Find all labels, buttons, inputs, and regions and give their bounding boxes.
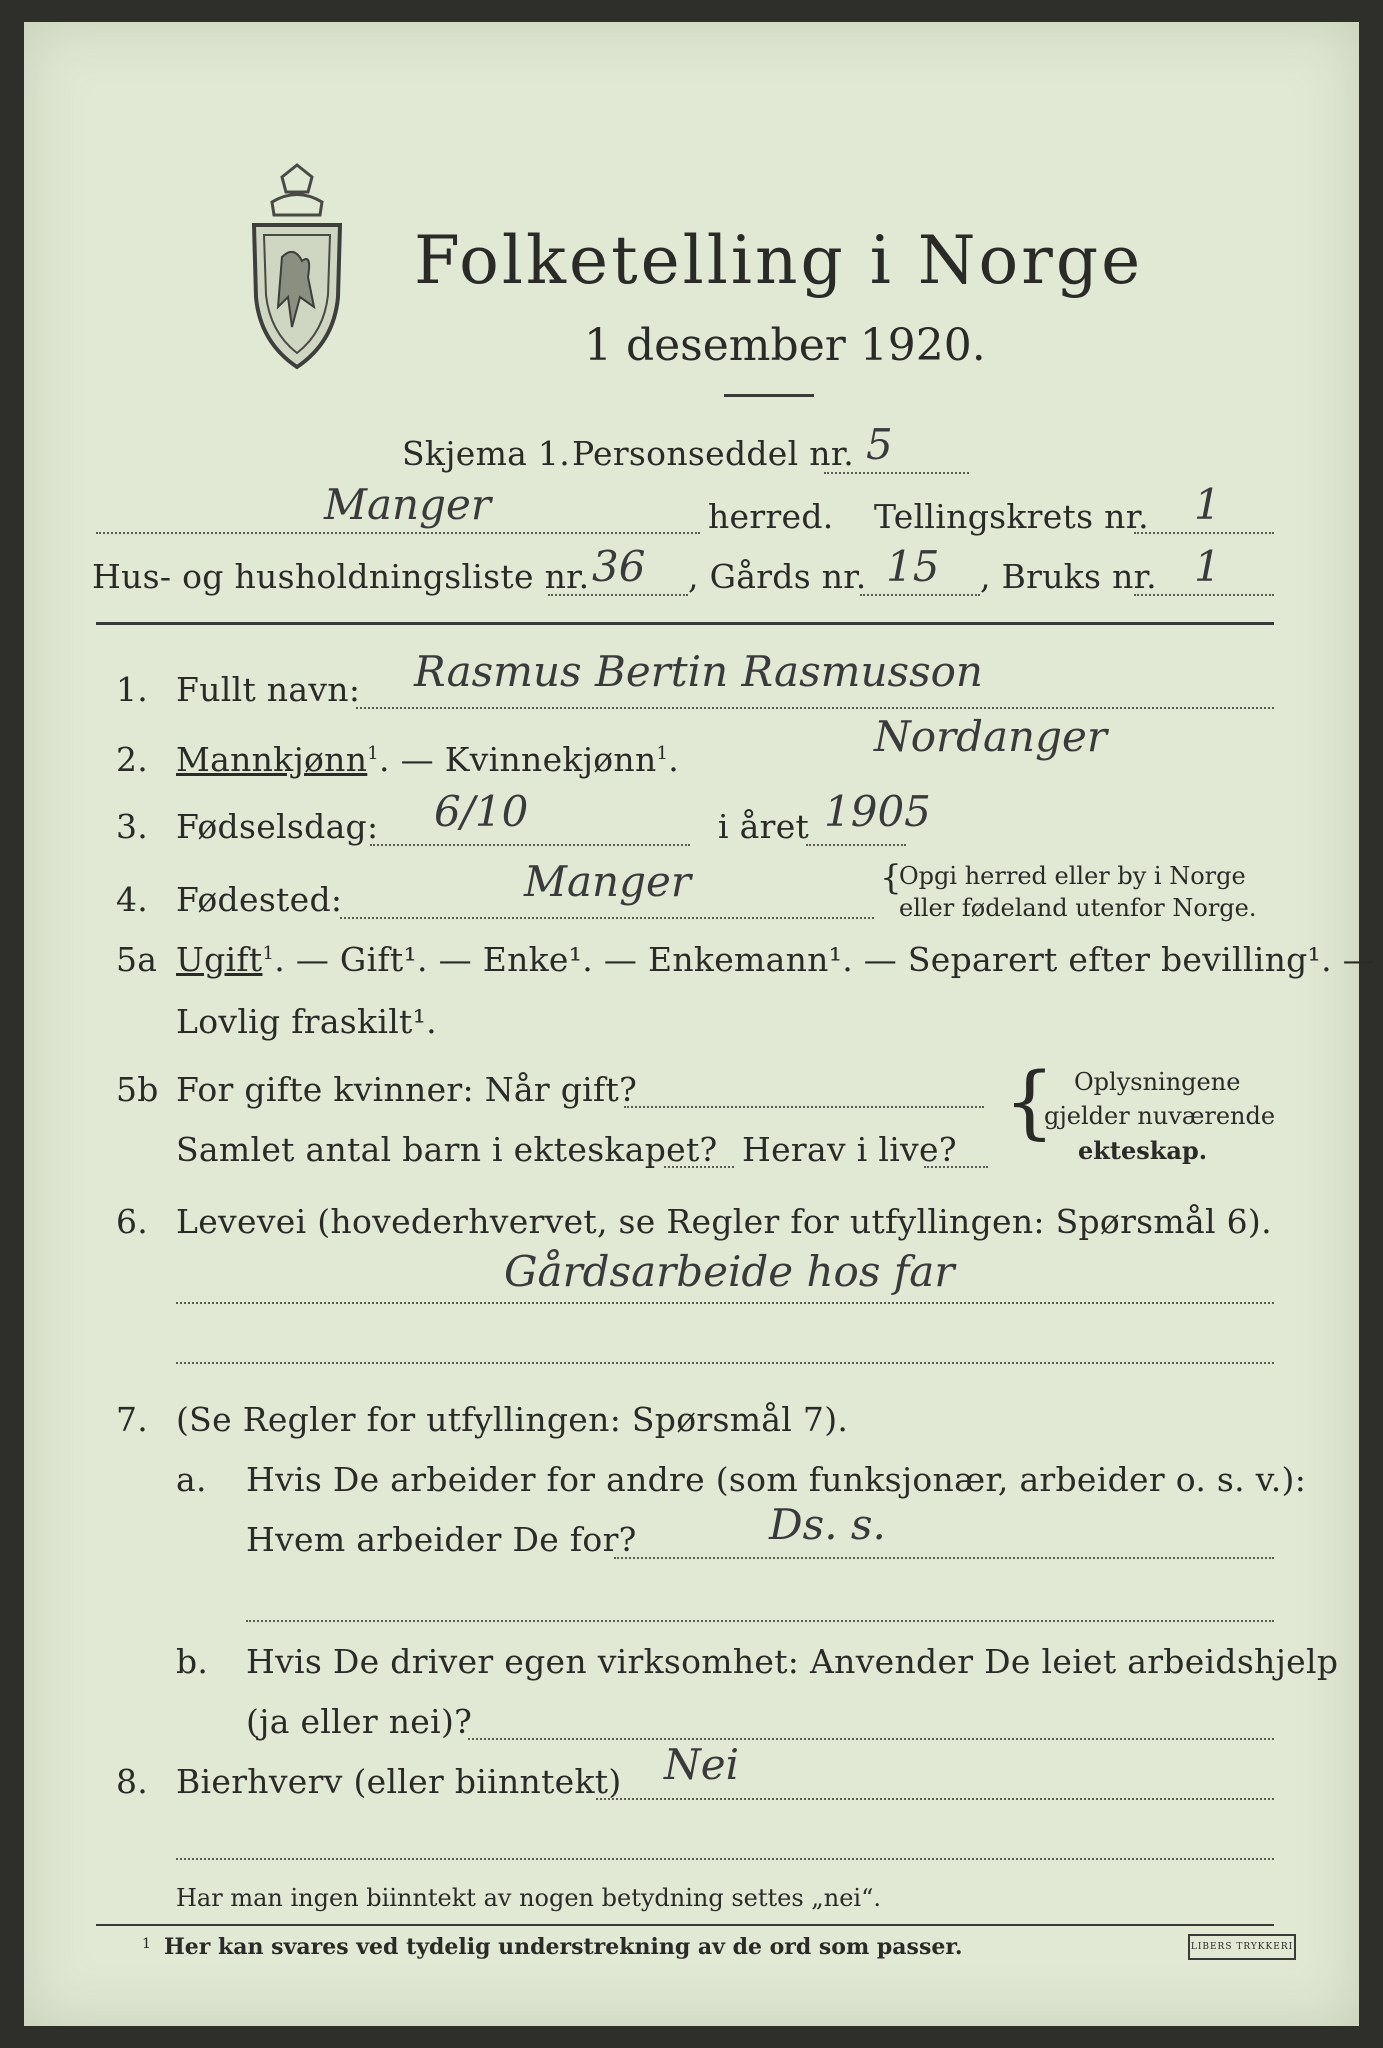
q8-value[interactable]: Nei xyxy=(664,1740,740,1789)
q5b-alive-line xyxy=(924,1166,988,1168)
hus-line xyxy=(548,594,688,596)
q5b-note-3: ekteskap. xyxy=(1078,1136,1208,1165)
personseddel-value[interactable]: 5 xyxy=(866,420,893,469)
skjema-label: Skjema 1. xyxy=(402,434,571,473)
tellingskrets-label: Tellingskrets nr. xyxy=(874,497,1149,536)
q8-line-1 xyxy=(596,1798,1274,1800)
q5a-options: Ugift$^1$. — Gift¹. — Enke¹. — Enkemann¹. — Separert efter bevilling¹. — xyxy=(176,940,1376,979)
q2-number: 2. xyxy=(116,740,149,779)
q7a-line-2 xyxy=(246,1620,1274,1622)
q7-number: 7. xyxy=(116,1400,149,1439)
q7a-number: a. xyxy=(176,1460,207,1499)
q7b-number: b. xyxy=(176,1642,209,1681)
printer-stamp: LIBERS TRYKKERI xyxy=(1188,1934,1296,1960)
q2-options: Mannkjønn$^1$. — Kvinnekjønn$^1$. xyxy=(176,740,680,779)
footer-rule xyxy=(96,1924,1274,1926)
q6-number: 6. xyxy=(116,1202,149,1241)
q8-number: 8. xyxy=(116,1762,149,1801)
q7b-label: Hvis De driver egen virksomhet: Anvender De leiet arbeidshjelp xyxy=(246,1642,1339,1681)
q4-label: Fødested: xyxy=(176,880,343,919)
q5a-ugift-option[interactable]: Ugift xyxy=(176,940,263,979)
hus-value[interactable]: 36 xyxy=(592,542,646,591)
q7a-label-2: Hvem arbeider De for? xyxy=(246,1520,637,1559)
herred-value[interactable]: Manger xyxy=(324,480,491,529)
footnote-text: Her kan svares ved tydelig understrekning av de ord som passer. xyxy=(164,1934,963,1960)
q4-number: 4. xyxy=(116,880,149,919)
gards-value[interactable]: 15 xyxy=(886,542,940,591)
q5b-label-1: For gifte kvinner: Når gift? xyxy=(176,1070,638,1109)
q1-value[interactable]: Rasmus Bertin Rasmusson xyxy=(414,647,983,696)
q5a-number: 5a xyxy=(116,940,158,979)
q5a-line2[interactable]: Lovlig fraskilt¹. xyxy=(176,1002,437,1041)
q3-label: Fødselsdag: xyxy=(176,807,379,846)
q3-number: 3. xyxy=(116,807,149,846)
q5b-note-1: Oplysningene xyxy=(1074,1068,1241,1096)
q4-value[interactable]: Manger xyxy=(524,857,691,906)
q3-year-value[interactable]: 1905 xyxy=(824,787,931,836)
bruks-value[interactable]: 1 xyxy=(1194,542,1221,591)
q7a-label: Hvis De arbeider for andre (som funksjonær, arbeider o. s. v.): xyxy=(246,1460,1307,1499)
footer-note: Har man ingen biinntekt av nogen betydning settes „nei“. xyxy=(176,1884,881,1912)
census-form xyxy=(24,22,1376,2026)
q1-value-continued[interactable]: Nordanger xyxy=(874,712,1107,761)
herred-line xyxy=(96,532,700,534)
q6-label: Levevei (hovederhvervet, se Regler for utfyllingen: Spørsmål 6). xyxy=(176,1202,1272,1241)
header-rule xyxy=(96,622,1274,625)
q7a-line-1 xyxy=(614,1557,1274,1559)
gards-line xyxy=(860,594,980,596)
q4-note-2: eller fødeland utenfor Norge. xyxy=(899,894,1257,922)
q6-line-1 xyxy=(176,1302,1274,1304)
form-title: Folketelling i Norge xyxy=(414,222,1144,299)
tellingskrets-line xyxy=(1134,532,1274,534)
q7-label: (Se Regler for utfyllingen: Spørsmål 7). xyxy=(176,1400,849,1439)
q3-year-label: i året xyxy=(718,807,810,846)
q3-value[interactable]: 6/10 xyxy=(434,787,529,836)
q5b-label-3: Herav i live? xyxy=(742,1130,957,1169)
q5b-brace: { xyxy=(1004,1055,1055,1148)
q1-label: Fullt navn: xyxy=(176,670,361,709)
q1-line xyxy=(356,707,1274,709)
herred-label: herred. xyxy=(708,497,834,536)
q2-female-option[interactable]: Kvinnekjønn xyxy=(444,740,657,779)
q8-line-2 xyxy=(176,1858,1274,1860)
q7a-value[interactable]: Ds. s. xyxy=(769,1500,886,1549)
q5b-label-2: Samlet antal barn i ekteskapet? xyxy=(176,1130,718,1169)
q7b-label-2: (ja eller nei)? xyxy=(246,1702,473,1741)
hus-label: Hus- og husholdningsliste nr. xyxy=(92,557,590,596)
title-divider xyxy=(724,394,814,397)
q4-note-1: Opgi herred eller by i Norge xyxy=(899,862,1246,890)
personseddel-line xyxy=(824,472,969,474)
gards-label: , Gårds nr. xyxy=(688,557,867,596)
footnote-mark: 1 xyxy=(142,1936,151,1952)
q7b-line xyxy=(468,1738,1274,1740)
q5b-number: 5b xyxy=(116,1070,159,1109)
q4-brace: { xyxy=(880,858,902,898)
q5b-note-2: gjelder nuværende xyxy=(1044,1102,1276,1130)
tellingskrets-value[interactable]: 1 xyxy=(1194,480,1221,529)
bruks-label: , Bruks nr. xyxy=(980,557,1157,596)
coat-of-arms-icon xyxy=(242,157,352,377)
bruks-line xyxy=(1134,594,1274,596)
q6-line-2 xyxy=(176,1362,1274,1364)
q3-line xyxy=(370,844,690,846)
q6-value[interactable]: Gårdsarbeide hos far xyxy=(504,1247,955,1296)
q3-year-line xyxy=(806,844,906,846)
q8-label: Bierhverv (eller biinntekt) xyxy=(176,1762,622,1801)
q5b-children-line xyxy=(664,1166,734,1168)
q5a-other-options[interactable]: . — Gift¹. — Enke¹. — Enkemann¹. — Separert efter bevilling¹. — xyxy=(274,940,1376,979)
q2-male-option[interactable]: Mannkjønn xyxy=(176,740,368,779)
q1-number: 1. xyxy=(116,670,149,709)
form-date: 1 desember 1920. xyxy=(584,320,986,371)
q5b-married-line xyxy=(624,1106,984,1108)
personseddel-label: Personseddel nr. xyxy=(572,434,855,473)
q4-line xyxy=(340,917,874,919)
